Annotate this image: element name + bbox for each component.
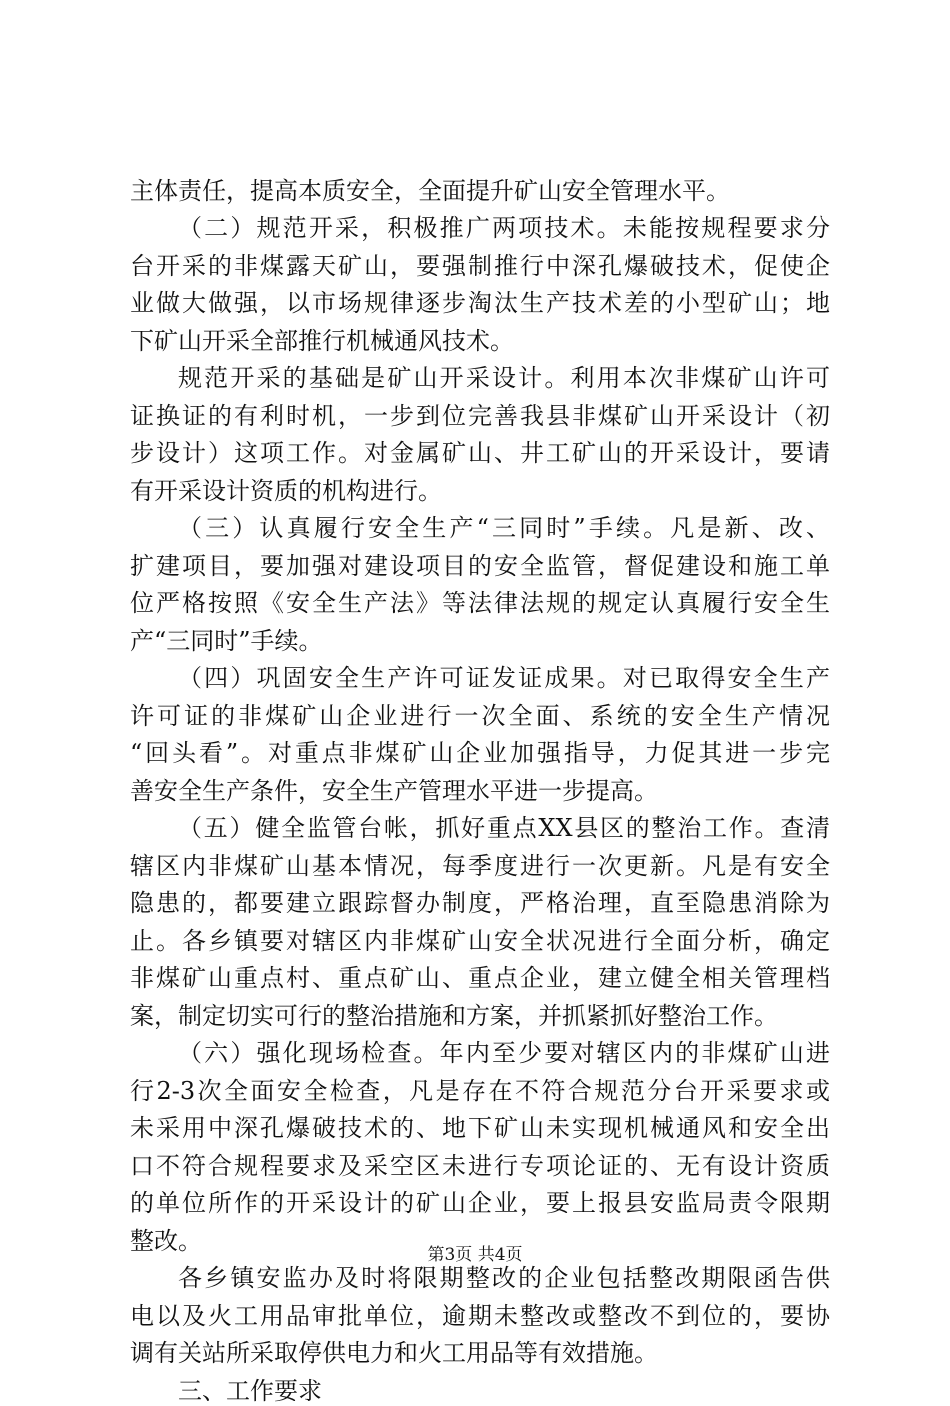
text-line: 整改。 (130, 1227, 202, 1255)
text-line: 业做大做强，以市场规律逐步淘汰生产技术差的小型矿山；地 (130, 289, 830, 317)
text-line: 规范开采的基础是矿山开采设计。利用本次非煤矿山许可 (178, 364, 830, 392)
text-line: （四）巩固安全生产许可证发证成果。对已取得安全生产 (178, 664, 830, 692)
text-line: （二）规范开采，积极推广两项技术。未能按规程要求分 (178, 214, 830, 242)
text-line: 扩建项目，要加强对建设项目的安全监管，督促建设和施工单 (130, 552, 830, 580)
text-line: 调有关站所采取停供电力和火工用品等有效措施。 (130, 1339, 658, 1367)
text-line: 口不符合规程要求及采空区未进行专项论证的、无有设计资质 (130, 1152, 830, 1180)
text-line: 步设计）这项工作。对金属矿山、井工矿山的开采设计，要请 (130, 439, 830, 467)
text-line: 行2-3次全面安全检查，凡是存在不符合规范分台开采要求或 (130, 1077, 830, 1105)
section-heading: 三、工作要求 (178, 1377, 322, 1405)
text-line: 止。各乡镇要对辖区内非煤矿山安全状况进行全面分析，确定 (130, 927, 830, 955)
text-line: 电以及火工用品审批单位，逾期未整改或整改不到位的，要协 (130, 1302, 830, 1330)
text-line: 各乡镇安监办及时将限期整改的企业包括整改期限函告供 (178, 1264, 830, 1292)
text-line: 案，制定切实可行的整治措施和方案，并抓紧抓好整治工作。 (130, 1002, 778, 1030)
page-number: 第3页 共4页 (427, 1245, 523, 1265)
text-line: （三）认真履行安全生产“三同时”手续。凡是新、改、 (178, 514, 830, 542)
text-line: 产“三同时”手续。 (130, 627, 323, 655)
text-line: 主体责任，提高本质安全，全面提升矿山安全管理水平。 (130, 177, 730, 205)
text-line: 善安全生产条件，安全生产管理水平进一步提高。 (130, 777, 658, 805)
text-line: 非煤矿山重点村、重点矿山、重点企业，建立健全相关管理档 (130, 964, 830, 992)
text-line: 的单位所作的开采设计的矿山企业，要上报县安监局责令限期 (130, 1189, 830, 1217)
text-line: 下矿山开采全部推行机械通风技术。 (130, 327, 514, 355)
text-line: 有开采设计资质的机构进行。 (130, 477, 442, 505)
text-line: （五）健全监管台帐，抓好重点XX县区的整治工作。查清 (178, 814, 830, 842)
text-line: 台开采的非煤露天矿山，要强制推行中深孔爆破技术，促使企 (130, 252, 830, 280)
text-line: 隐患的，都要建立跟踪督办制度，严格治理，直至隐患消除为 (130, 889, 830, 917)
text-line: 位严格按照《安全生产法》等法律法规的规定认真履行安全生 (130, 589, 830, 617)
text-line: “回头看”。对重点非煤矿山企业加强指导，力促其进一步完 (130, 739, 830, 767)
text-line: 证换证的有利时机，一步到位完善我县非煤矿山开采设计（初 (130, 402, 830, 430)
text-line: 未采用中深孔爆破技术的、地下矿山未实现机械通风和安全出 (130, 1114, 830, 1142)
text-line: （六）强化现场检查。年内至少要对辖区内的非煤矿山进 (178, 1039, 830, 1067)
text-line: 辖区内非煤矿山基本情况，每季度进行一次更新。凡是有安全 (130, 852, 830, 880)
text-line: 许可证的非煤矿山企业进行一次全面、系统的安全生产情况 (130, 702, 830, 730)
